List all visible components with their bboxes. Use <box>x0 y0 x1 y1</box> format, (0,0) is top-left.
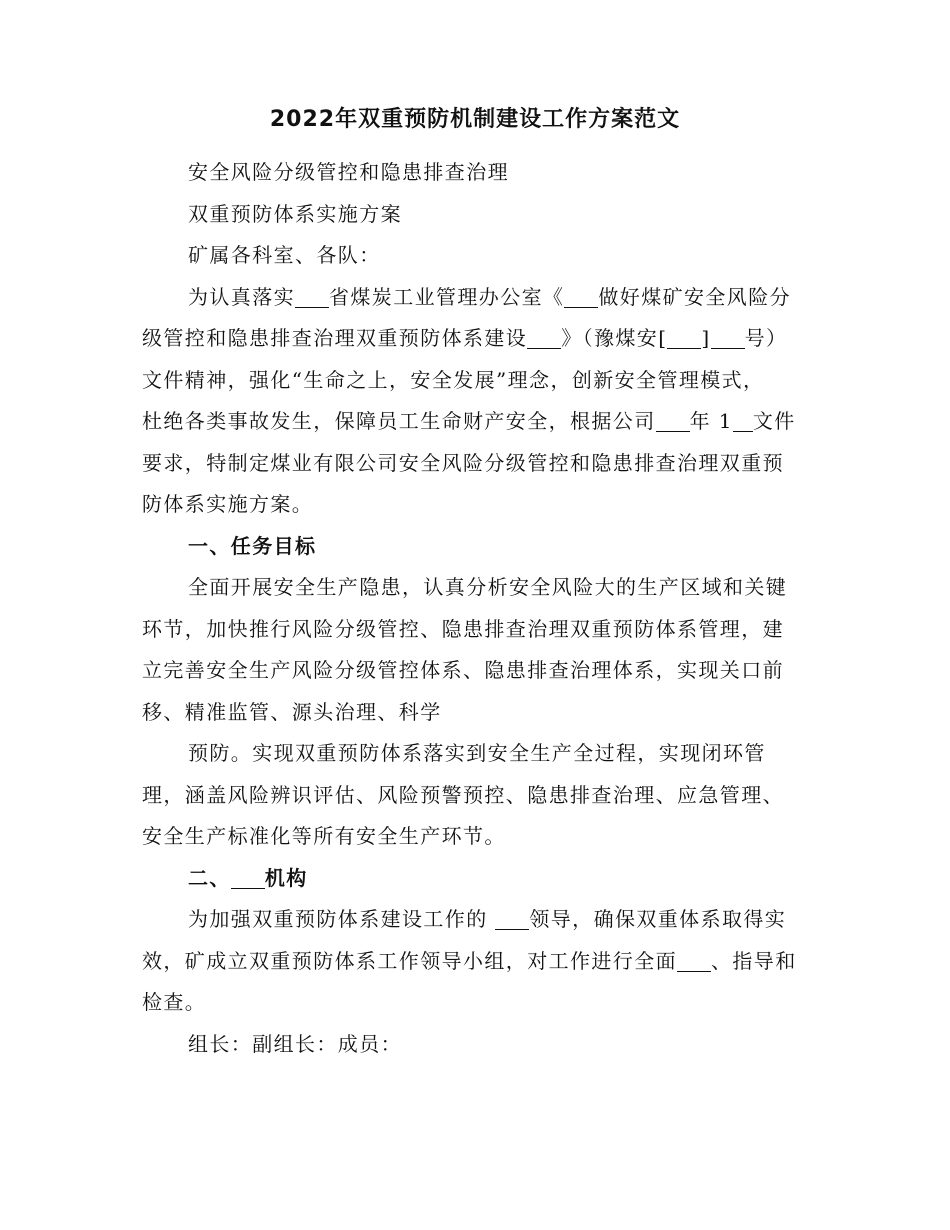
blank-underline <box>667 328 701 349</box>
blank-underline <box>527 328 561 349</box>
text-segment: 文件 <box>752 409 796 433</box>
blank-underline <box>656 411 690 432</box>
blank-underline <box>295 287 329 308</box>
blank-underline <box>564 287 598 308</box>
paragraph-line: 安全风险分级管控和隐患排查治理 <box>188 160 509 184</box>
text-segment: 》（豫煤安[ <box>561 326 668 350</box>
text-segment: ] <box>701 326 711 350</box>
blank-underline <box>231 868 265 889</box>
text-segment: 做好煤矿安全风险分 <box>598 284 792 309</box>
text-segment: 级管控和隐患排查治理双重预防体系建设 <box>142 326 528 350</box>
blank-underline <box>495 909 529 930</box>
text-segment: 为加强双重预防体系建设工作的 <box>188 907 488 931</box>
text-segment: 为认真落实 <box>188 284 295 309</box>
document-body <box>142 152 814 1065</box>
paragraph-line: 安全生产标准化等所有安全生产环节。 <box>142 824 506 848</box>
text-segment: 号） <box>744 326 788 350</box>
paragraph-line <box>142 277 814 319</box>
text-segment: 杜绝各类事故发生，保障员工生命财产安全，根据公司 <box>142 409 656 433</box>
paragraph-line: 环节，加快推行风险分级管控、隐患排查治理双重预防体系管理，建 <box>142 616 784 641</box>
paragraph-line: 全面开展安全生产隐患，认真分析安全风险大的生产区域和关键 <box>188 575 788 599</box>
paragraph-line: 理，涵盖风险辨识评估、风险预警预控、隐患排查治理、应急管理、 <box>142 782 784 807</box>
blank-underline <box>711 328 745 349</box>
paragraph-line <box>142 941 814 983</box>
text-segment: 二、 <box>188 865 231 890</box>
paragraph-line: 检查。 <box>142 990 207 1014</box>
paragraph-line: 预防。实现双重预防体系落实到安全生产全过程，实现闭环管 <box>188 741 766 765</box>
text-segment: 效，矿成立双重预防体系工作领导小组，对工作进行全面 <box>142 948 677 973</box>
paragraph-line: 双重预防体系实施方案 <box>188 201 402 226</box>
document-title: 2022年双重预防机制建设工作方案范文 <box>269 107 681 132</box>
text-segment: 省煤炭工业管理办公室《 <box>329 284 565 309</box>
blank-underline <box>677 951 711 972</box>
paragraph-line: 要求，特制定煤业有限公司安全风险分级管控和隐患排查治理双重预 <box>142 450 784 475</box>
text-segment: 领导，确保双重体系取得实 <box>529 907 787 931</box>
paragraph-line: 矿属各科室、各队： <box>188 243 381 267</box>
paragraph-line: 组长：副组长：成员： <box>188 1031 402 1056</box>
text-segment: 机构 <box>264 865 308 890</box>
section-heading: 一、任务目标 <box>188 533 317 558</box>
paragraph-line <box>142 899 814 941</box>
paragraph-line: 立完善安全生产风险分级管控体系、隐患排查治理体系，实现关口前 <box>142 658 784 682</box>
text-segment: 、指导和 <box>711 948 797 973</box>
paragraph-line <box>142 401 814 443</box>
paragraph-line: 文件精神，强化“生命之上，安全发展”理念，创新安全管理模式， <box>142 367 765 392</box>
paragraph-line: 移、精准监管、源头治理、科学 <box>142 699 442 724</box>
section-heading <box>142 858 814 900</box>
blank-underline <box>733 411 753 432</box>
text-segment: 年 1 <box>689 409 733 433</box>
paragraph-line: 防体系实施方案。 <box>142 492 314 516</box>
paragraph-line <box>142 318 814 360</box>
